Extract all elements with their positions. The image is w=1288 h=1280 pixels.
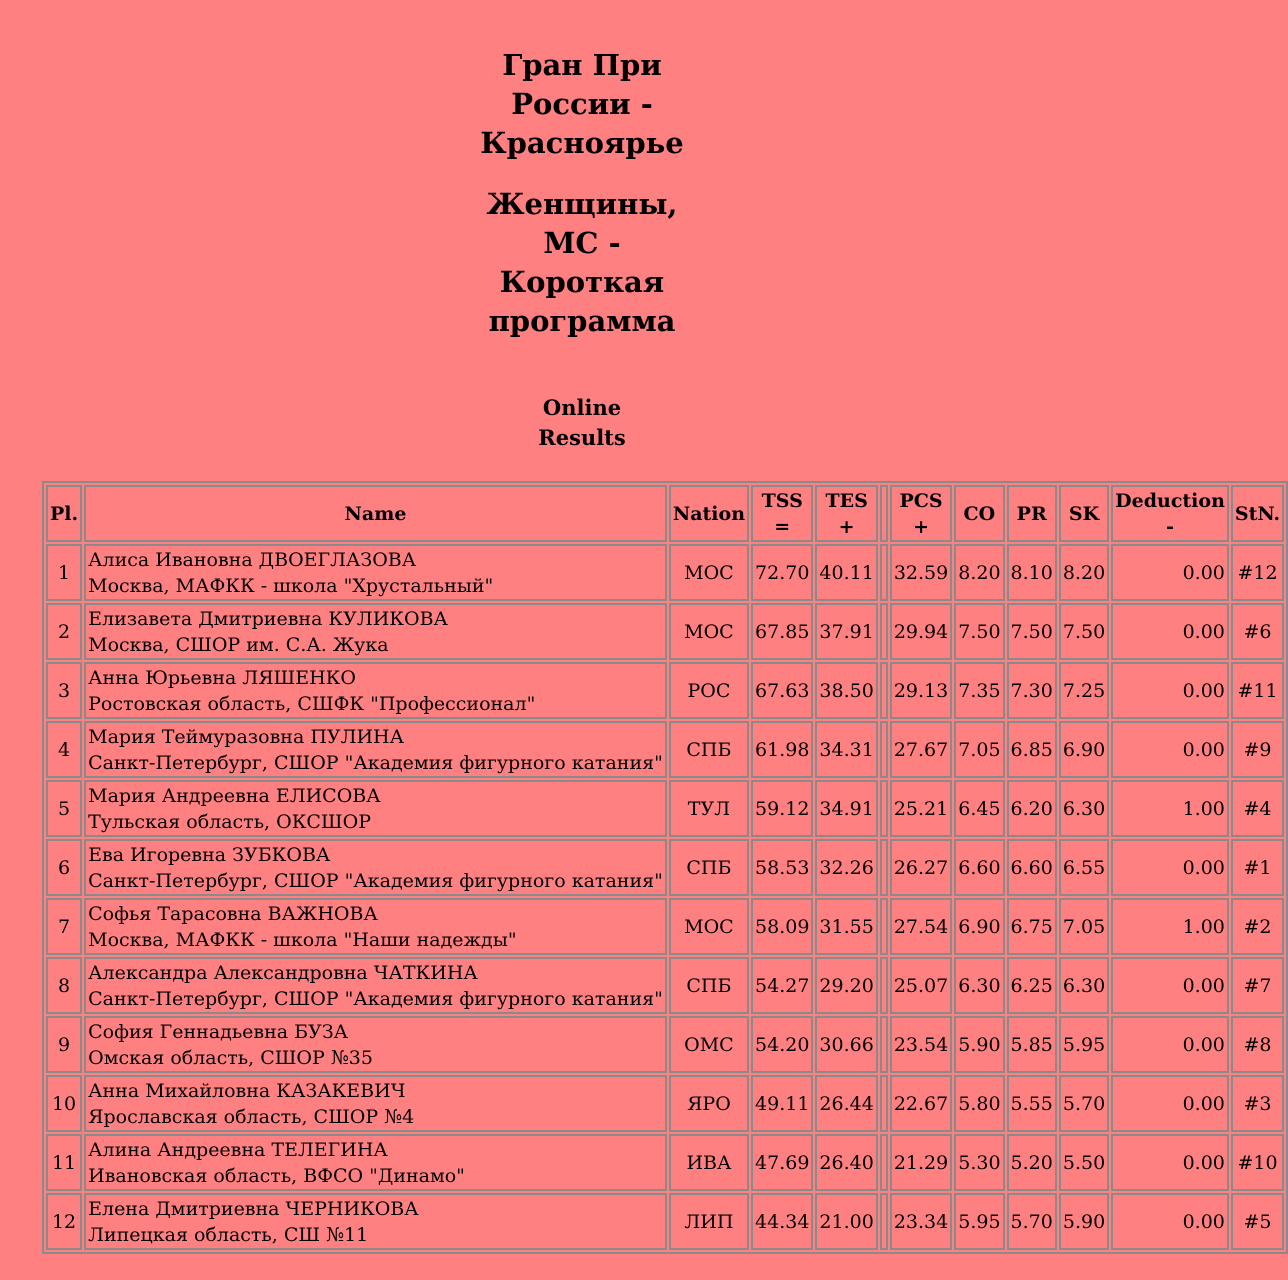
sk-cell: 7.05 bbox=[1059, 898, 1109, 955]
title-line: России - bbox=[511, 87, 653, 121]
place-cell: 8 bbox=[46, 957, 82, 1014]
start-number-cell: #11 bbox=[1231, 662, 1284, 719]
tes-cell: 34.31 bbox=[815, 721, 877, 778]
co-cell: 7.05 bbox=[954, 721, 1004, 778]
deduction-cell: 0.00 bbox=[1111, 603, 1229, 660]
skater-club: Ивановская область, ВФСО "Динамо" bbox=[88, 1164, 465, 1187]
tes-cell: 21.00 bbox=[815, 1193, 877, 1250]
skater-name: Мария Андреевна ЕЛИСОВА bbox=[88, 784, 381, 807]
start-number-cell: #1 bbox=[1231, 839, 1284, 896]
skater-club: Москва, МАФКК - школа "Хрустальный" bbox=[88, 574, 494, 597]
tss-cell: 49.11 bbox=[751, 1075, 813, 1132]
results-table bbox=[42, 481, 1288, 1254]
name-cell bbox=[84, 1193, 667, 1250]
tss-cell: 67.63 bbox=[751, 662, 813, 719]
pcs-cell: 32.59 bbox=[890, 544, 952, 601]
tss-cell: 72.70 bbox=[751, 544, 813, 601]
deduction-cell: 0.00 bbox=[1111, 544, 1229, 601]
sk-cell: 6.30 bbox=[1059, 957, 1109, 1014]
pcs-cell: 29.94 bbox=[890, 603, 952, 660]
deduction-cell: 0.00 bbox=[1111, 662, 1229, 719]
start-number-cell: #12 bbox=[1231, 544, 1284, 601]
nation-cell: ЯРО bbox=[669, 1075, 749, 1132]
co-cell: 7.35 bbox=[954, 662, 1004, 719]
co-cell: 5.90 bbox=[954, 1016, 1004, 1073]
tss-label: TSS bbox=[761, 489, 803, 512]
skater-club: Омская область, СШОР №35 bbox=[88, 1046, 373, 1069]
name-cell bbox=[84, 839, 667, 896]
tss-cell: 59.12 bbox=[751, 780, 813, 837]
tss-cell: 47.69 bbox=[751, 1134, 813, 1191]
col-header-pr: PR bbox=[1007, 485, 1057, 542]
place-cell: 6 bbox=[46, 839, 82, 896]
tss-cell: 54.20 bbox=[751, 1016, 813, 1073]
spacer-cell bbox=[880, 721, 888, 778]
skater-name: Алина Андреевна ТЕЛЕГИНА bbox=[88, 1138, 388, 1161]
pcs-cell: 21.29 bbox=[890, 1134, 952, 1191]
start-number-cell: #3 bbox=[1231, 1075, 1284, 1132]
name-cell bbox=[84, 1075, 667, 1132]
pr-cell: 6.20 bbox=[1007, 780, 1057, 837]
tss-cell: 44.34 bbox=[751, 1193, 813, 1250]
tss-op: = bbox=[774, 515, 791, 538]
deduction-cell: 0.00 bbox=[1111, 1134, 1229, 1191]
place-cell: 1 bbox=[46, 544, 82, 601]
nation-cell: МОС bbox=[669, 603, 749, 660]
table-row bbox=[46, 957, 1284, 1014]
nation-cell: МОС bbox=[669, 898, 749, 955]
tes-cell: 26.40 bbox=[815, 1134, 877, 1191]
pcs-cell: 25.21 bbox=[890, 780, 952, 837]
deduction-cell: 1.00 bbox=[1111, 898, 1229, 955]
deduction-op: - bbox=[1166, 515, 1174, 538]
sk-cell: 7.25 bbox=[1059, 662, 1109, 719]
sk-cell: 7.50 bbox=[1059, 603, 1109, 660]
skater-club: Ростовская область, СШФК "Профессионал" bbox=[88, 692, 536, 715]
tss-cell: 61.98 bbox=[751, 721, 813, 778]
co-cell: 8.20 bbox=[954, 544, 1004, 601]
table-row bbox=[46, 1193, 1284, 1250]
skater-club: Ярославская область, СШОР №4 bbox=[88, 1105, 415, 1128]
pcs-op: + bbox=[913, 515, 929, 538]
col-header-sk: SK bbox=[1059, 485, 1109, 542]
pcs-cell: 29.13 bbox=[890, 662, 952, 719]
co-cell: 5.30 bbox=[954, 1134, 1004, 1191]
pr-cell: 5.70 bbox=[1007, 1193, 1057, 1250]
nation-cell: СПБ bbox=[669, 721, 749, 778]
sk-cell: 6.90 bbox=[1059, 721, 1109, 778]
co-cell: 5.80 bbox=[954, 1075, 1004, 1132]
spacer-cell bbox=[880, 780, 888, 837]
spacer-cell bbox=[880, 1193, 888, 1250]
table-row bbox=[46, 839, 1284, 896]
place-cell: 12 bbox=[46, 1193, 82, 1250]
place-cell: 3 bbox=[46, 662, 82, 719]
title-line: Красноярье bbox=[480, 126, 684, 160]
page-header bbox=[0, 0, 1164, 453]
start-number-cell: #7 bbox=[1231, 957, 1284, 1014]
start-number-cell: #2 bbox=[1231, 898, 1284, 955]
place-cell: 10 bbox=[46, 1075, 82, 1132]
tes-cell: 32.26 bbox=[815, 839, 877, 896]
tss-cell: 58.53 bbox=[751, 839, 813, 896]
sk-cell: 5.95 bbox=[1059, 1016, 1109, 1073]
nation-cell: ИВА bbox=[669, 1134, 749, 1191]
col-header-stn: StN. bbox=[1231, 485, 1284, 542]
pr-cell: 7.30 bbox=[1007, 662, 1057, 719]
pcs-cell: 27.54 bbox=[890, 898, 952, 955]
spacer-cell bbox=[880, 957, 888, 1014]
pcs-cell: 22.67 bbox=[890, 1075, 952, 1132]
co-cell: 6.90 bbox=[954, 898, 1004, 955]
tes-cell: 40.11 bbox=[815, 544, 877, 601]
skater-name: Софья Тарасовна ВАЖНОВА bbox=[88, 902, 378, 925]
start-number-cell: #4 bbox=[1231, 780, 1284, 837]
spacer-cell bbox=[880, 898, 888, 955]
tes-op: + bbox=[838, 515, 855, 538]
sk-cell: 5.90 bbox=[1059, 1193, 1109, 1250]
co-cell: 7.50 bbox=[954, 603, 1004, 660]
skater-club: Тульская область, ОКСШОР bbox=[88, 810, 371, 833]
event-line: программа bbox=[488, 304, 676, 338]
table-row bbox=[46, 1016, 1284, 1073]
nation-cell: МОС bbox=[669, 544, 749, 601]
spacer-cell bbox=[880, 839, 888, 896]
skater-name: Анна Михайловна КАЗАКЕВИЧ bbox=[88, 1079, 406, 1102]
co-cell: 6.45 bbox=[954, 780, 1004, 837]
title-line: Гран При bbox=[502, 48, 662, 82]
col-header-place: Pl. bbox=[46, 485, 82, 542]
skater-name: София Геннадьевна БУЗА bbox=[88, 1020, 349, 1043]
online-line: Online bbox=[542, 395, 622, 420]
name-cell bbox=[84, 898, 667, 955]
event-title bbox=[432, 185, 732, 341]
pcs-cell: 23.34 bbox=[890, 1193, 952, 1250]
deduction-cell: 0.00 bbox=[1111, 839, 1229, 896]
sk-cell: 8.20 bbox=[1059, 544, 1109, 601]
skater-club: Липецкая область, СШ №11 bbox=[88, 1223, 369, 1246]
pr-cell: 5.55 bbox=[1007, 1075, 1057, 1132]
place-cell: 11 bbox=[46, 1134, 82, 1191]
name-cell bbox=[84, 780, 667, 837]
sk-cell: 6.30 bbox=[1059, 780, 1109, 837]
deduction-cell: 0.00 bbox=[1111, 1193, 1229, 1250]
table-row bbox=[46, 662, 1284, 719]
tss-cell: 67.85 bbox=[751, 603, 813, 660]
pr-cell: 6.85 bbox=[1007, 721, 1057, 778]
skater-name: Елена Дмитриевна ЧЕРНИКОВА bbox=[88, 1197, 419, 1220]
spacer-cell bbox=[880, 1016, 888, 1073]
skater-name: Александра Александровна ЧАТКИНА bbox=[88, 961, 478, 984]
name-cell bbox=[84, 1016, 667, 1073]
tes-cell: 26.44 bbox=[815, 1075, 877, 1132]
event-line: МС - bbox=[543, 226, 621, 260]
pcs-cell: 23.54 bbox=[890, 1016, 952, 1073]
spacer-cell bbox=[880, 603, 888, 660]
pr-cell: 5.85 bbox=[1007, 1016, 1057, 1073]
pcs-cell: 26.27 bbox=[890, 839, 952, 896]
pr-cell: 7.50 bbox=[1007, 603, 1057, 660]
pr-cell: 6.25 bbox=[1007, 957, 1057, 1014]
tes-label: TES bbox=[825, 489, 868, 512]
place-cell: 9 bbox=[46, 1016, 82, 1073]
place-cell: 4 bbox=[46, 721, 82, 778]
sk-cell: 5.50 bbox=[1059, 1134, 1109, 1191]
nation-cell: ОМС bbox=[669, 1016, 749, 1073]
deduction-cell: 1.00 bbox=[1111, 780, 1229, 837]
col-header-tes bbox=[815, 485, 877, 542]
tes-cell: 29.20 bbox=[815, 957, 877, 1014]
tes-cell: 34.91 bbox=[815, 780, 877, 837]
col-header-tss bbox=[751, 485, 813, 542]
event-line: Короткая bbox=[499, 265, 665, 299]
nation-cell: РОС bbox=[669, 662, 749, 719]
online-line: Results bbox=[538, 425, 626, 450]
tss-cell: 54.27 bbox=[751, 957, 813, 1014]
deduction-cell: 0.00 bbox=[1111, 1075, 1229, 1132]
table-row bbox=[46, 780, 1284, 837]
skater-name: Анна Юрьевна ЛЯШЕНКО bbox=[88, 666, 356, 689]
table-row bbox=[46, 721, 1284, 778]
pr-cell: 6.75 bbox=[1007, 898, 1057, 955]
col-header-nation: Nation bbox=[669, 485, 749, 542]
skater-club: Санкт-Петербург, СШОР "Академия фигурного катания" bbox=[88, 869, 663, 892]
tes-cell: 30.66 bbox=[815, 1016, 877, 1073]
online-results-heading bbox=[0, 393, 1164, 453]
nation-cell: СПБ bbox=[669, 957, 749, 1014]
tes-cell: 37.91 bbox=[815, 603, 877, 660]
start-number-cell: #10 bbox=[1231, 1134, 1284, 1191]
pcs-cell: 27.67 bbox=[890, 721, 952, 778]
name-cell bbox=[84, 721, 667, 778]
start-number-cell: #6 bbox=[1231, 603, 1284, 660]
pr-cell: 6.60 bbox=[1007, 839, 1057, 896]
spacer-cell bbox=[880, 1075, 888, 1132]
skater-club: Москва, СШОР им. С.А. Жука bbox=[88, 633, 389, 656]
skater-club: Москва, МАФКК - школа "Наши надежды" bbox=[88, 928, 517, 951]
skater-club: Санкт-Петербург, СШОР "Академия фигурного катания" bbox=[88, 987, 663, 1010]
deduction-cell: 0.00 bbox=[1111, 721, 1229, 778]
spacer-cell bbox=[880, 662, 888, 719]
nation-cell: ЛИП bbox=[669, 1193, 749, 1250]
competition-title bbox=[432, 0, 732, 163]
results-body bbox=[46, 544, 1284, 1250]
start-number-cell: #5 bbox=[1231, 1193, 1284, 1250]
start-number-cell: #9 bbox=[1231, 721, 1284, 778]
name-cell bbox=[84, 662, 667, 719]
col-header-pcs bbox=[890, 485, 952, 542]
col-header-co: CO bbox=[954, 485, 1004, 542]
col-header-name: Name bbox=[84, 485, 667, 542]
co-cell: 6.60 bbox=[954, 839, 1004, 896]
sk-cell: 6.55 bbox=[1059, 839, 1109, 896]
name-cell bbox=[84, 1134, 667, 1191]
nation-cell: ТУЛ bbox=[669, 780, 749, 837]
table-row bbox=[46, 1134, 1284, 1191]
table-row bbox=[46, 1075, 1284, 1132]
name-cell bbox=[84, 603, 667, 660]
tss-cell: 58.09 bbox=[751, 898, 813, 955]
tes-cell: 38.50 bbox=[815, 662, 877, 719]
table-header-row bbox=[46, 485, 1284, 542]
nation-cell: СПБ bbox=[669, 839, 749, 896]
co-cell: 5.95 bbox=[954, 1193, 1004, 1250]
spacer-cell bbox=[880, 544, 888, 601]
start-number-cell: #8 bbox=[1231, 1016, 1284, 1073]
skater-name: Алиса Ивановна ДВОЕГЛАЗОВА bbox=[88, 548, 417, 571]
deduction-cell: 0.00 bbox=[1111, 957, 1229, 1014]
place-cell: 2 bbox=[46, 603, 82, 660]
table-row bbox=[46, 898, 1284, 955]
name-cell bbox=[84, 957, 667, 1014]
skater-name: Ева Игоревна ЗУБКОВА bbox=[88, 843, 331, 866]
col-header-deduction bbox=[1111, 485, 1229, 542]
skater-name: Мария Теймуразовна ПУЛИНА bbox=[88, 725, 404, 748]
deduction-label: Deduction bbox=[1115, 489, 1225, 512]
event-line: Женщины, bbox=[486, 187, 678, 221]
table-row bbox=[46, 544, 1284, 601]
skater-club: Санкт-Петербург, СШОР "Академия фигурного катания" bbox=[88, 751, 663, 774]
pcs-cell: 25.07 bbox=[890, 957, 952, 1014]
skater-name: Елизавета Дмитриевна КУЛИКОВА bbox=[88, 607, 448, 630]
table-row bbox=[46, 603, 1284, 660]
pr-cell: 5.20 bbox=[1007, 1134, 1057, 1191]
col-header-spacer bbox=[880, 485, 888, 542]
name-cell bbox=[84, 544, 667, 601]
tes-cell: 31.55 bbox=[815, 898, 877, 955]
place-cell: 7 bbox=[46, 898, 82, 955]
pr-cell: 8.10 bbox=[1007, 544, 1057, 601]
pcs-label: PCS bbox=[899, 489, 943, 512]
deduction-cell: 0.00 bbox=[1111, 1016, 1229, 1073]
spacer-cell bbox=[880, 1134, 888, 1191]
sk-cell: 5.70 bbox=[1059, 1075, 1109, 1132]
place-cell: 5 bbox=[46, 780, 82, 837]
co-cell: 6.30 bbox=[954, 957, 1004, 1014]
